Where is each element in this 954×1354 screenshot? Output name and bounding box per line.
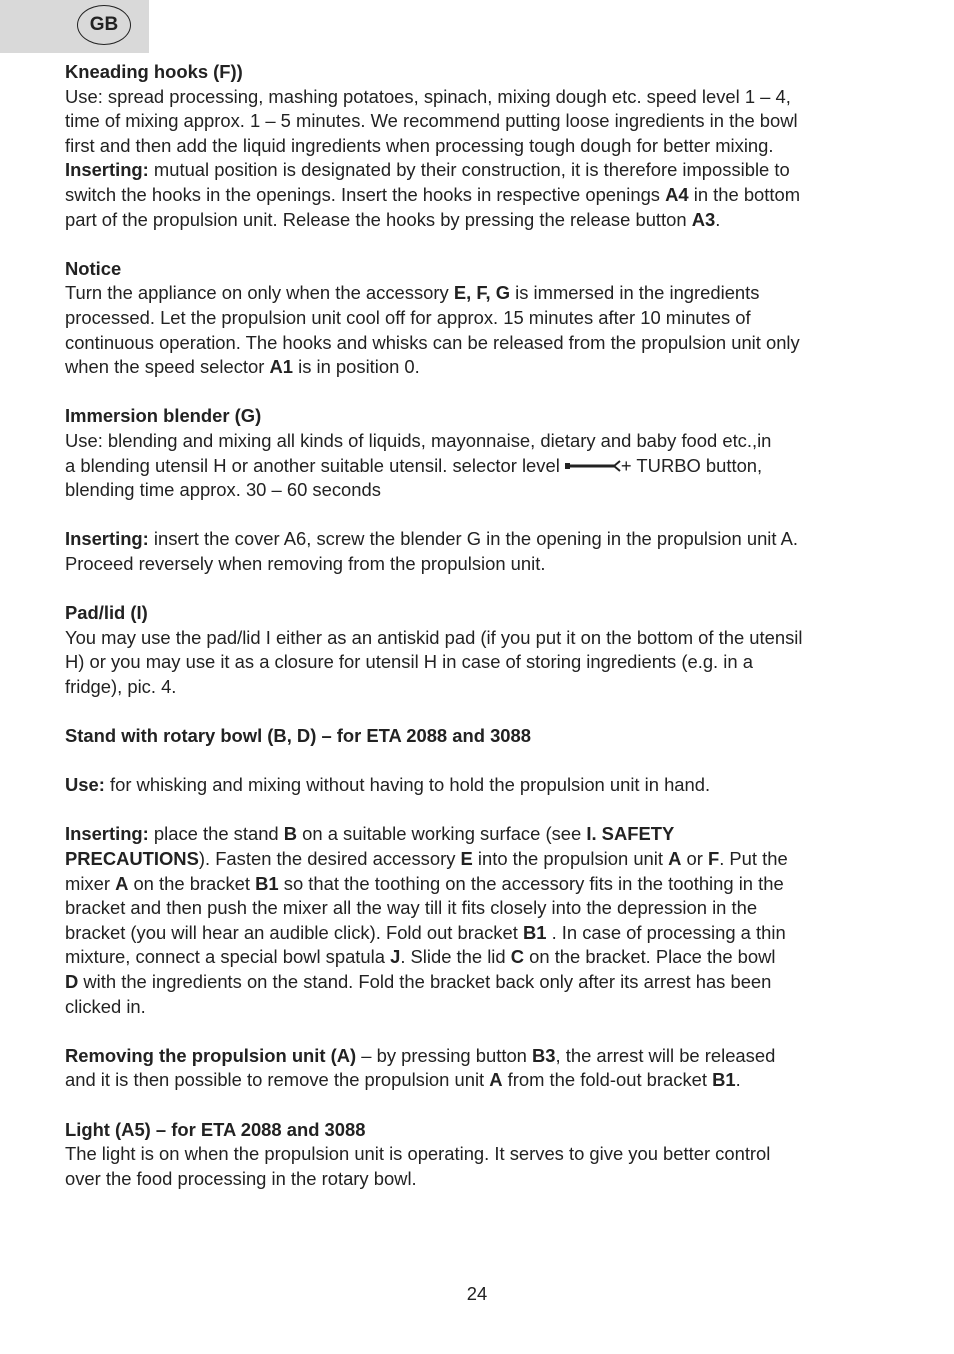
section-heading: Notice <box>65 257 122 279</box>
section-heading: Kneading hooks (F)) <box>65 61 243 82</box>
text-line: bracket and then push the mixer all the way till it fits closely into the depression in the <box>65 897 758 919</box>
text-line: Inserting: insert the cover A6, screw the blender G in the opening in the propulsion unit A. <box>65 528 798 550</box>
text-line: PRECAUTIONS). Fasten the desired accessory E into the propulsion unit A or F. Put the <box>65 848 788 869</box>
section-light <box>65 1118 895 1192</box>
text-line: over the food processing in the rotary bowl. <box>65 1167 417 1189</box>
text-line: time of mixing approx. 1 – 5 minutes. We recommend putting loose ingredients in the bowl <box>65 110 798 132</box>
text-line: when the speed selector A1 is in position 0. <box>65 356 420 378</box>
section-notice <box>65 257 895 380</box>
text-line: continuous operation. The hooks and whisks can be released from the propulsion unit only <box>65 331 800 353</box>
section-stand-use <box>65 773 895 798</box>
text-line: processed. Let the propulsion unit cool off for approx. 15 minutes after 10 minutes of <box>65 306 751 328</box>
text-line: and it is then possible to remove the propulsion unit A from the fold-out bracket B1. <box>65 1069 741 1091</box>
text-line: switch the hooks in the openings. Insert the hooks in respective openings A4 in the bottom <box>65 183 801 205</box>
language-badge: GB <box>77 5 131 45</box>
section-heading: Immersion blender (G) <box>65 405 262 427</box>
text-line: D with the ingredients on the stand. Fold the bracket back only after its arrest has been <box>65 970 772 992</box>
language-tab <box>0 0 149 53</box>
text-line: H) or you may use it as a closure for utensil H in case of storing ingredients (e.g. in a <box>65 651 753 673</box>
text-line: Removing the propulsion unit (A) – by pressing button B3, the arrest will be released <box>65 1044 776 1066</box>
text-line: Inserting: place the stand B on a suitable working surface (see I. SAFETY <box>65 823 675 845</box>
text-line: fridge), pic. 4. <box>65 675 177 697</box>
text-line: mixture, connect a special bowl spatula J. Slide the lid C on the bracket. Place the bowl <box>65 946 776 968</box>
text-line: blending time approx. 30 – 60 seconds <box>65 479 381 501</box>
section-stand <box>65 724 895 749</box>
section-immersion-inserting <box>65 527 895 576</box>
text-line: first and then add the liquid ingredients when processing tough dough for better mixing. <box>65 134 774 156</box>
section-immersion-blender <box>65 404 895 502</box>
text-line: You may use the pad/lid I either as an antiskid pad (if you put it on the bottom of the utensil <box>65 626 803 648</box>
section-heading: Light (A5) – for ETA 2088 and 3088 <box>65 1118 366 1140</box>
text-line: a blending utensil H or another suitable utensil. selector level + TURBO button, <box>65 454 763 476</box>
text-line: Proceed reversely when removing from the propulsion unit. <box>65 552 546 574</box>
section-kneading-hooks <box>65 60 895 232</box>
section-removing <box>65 1044 895 1093</box>
text-line: Inserting: mutual position is designated by their construction, it is therefore impossible to <box>65 159 790 181</box>
text-line: Use: for whisking and mixing without having to hold the propulsion unit in hand. <box>65 774 711 796</box>
text-line: bracket (you will hear an audible click). Fold out bracket B1 . In case of processing a thin <box>65 921 786 943</box>
text-line: clicked in. <box>65 995 146 1017</box>
text-line: The light is on when the propulsion unit is operating. It serves to give you better control <box>65 1143 771 1165</box>
section-stand-inserting <box>65 822 895 1019</box>
text-line: Turn the appliance on only when the accessory E, F, G is immersed in the ingredients <box>65 282 760 304</box>
section-pad-lid <box>65 601 895 699</box>
text-line: Use: blending and mixing all kinds of liquids, mayonnaise, dietary and baby food etc.,in <box>65 429 772 451</box>
page-number: 24 <box>466 1283 488 1304</box>
section-heading: Stand with rotary bowl (B, D) – for ETA 2088 and 3088 <box>65 725 531 747</box>
manual-text <box>65 60 895 1216</box>
text-line: part of the propulsion unit. Release the hooks by pressing the release button A3. <box>65 208 721 230</box>
blender-speed-icon <box>565 459 621 473</box>
text-line: mixer A on the bracket B1 so that the toothing on the accessory fits in the toothing in the <box>65 872 784 894</box>
text-line: Use: spread processing, mashing potatoes, spinach, mixing dough etc. speed level 1 – 4, <box>65 85 791 107</box>
section-heading: Pad/lid (I) <box>65 602 148 624</box>
